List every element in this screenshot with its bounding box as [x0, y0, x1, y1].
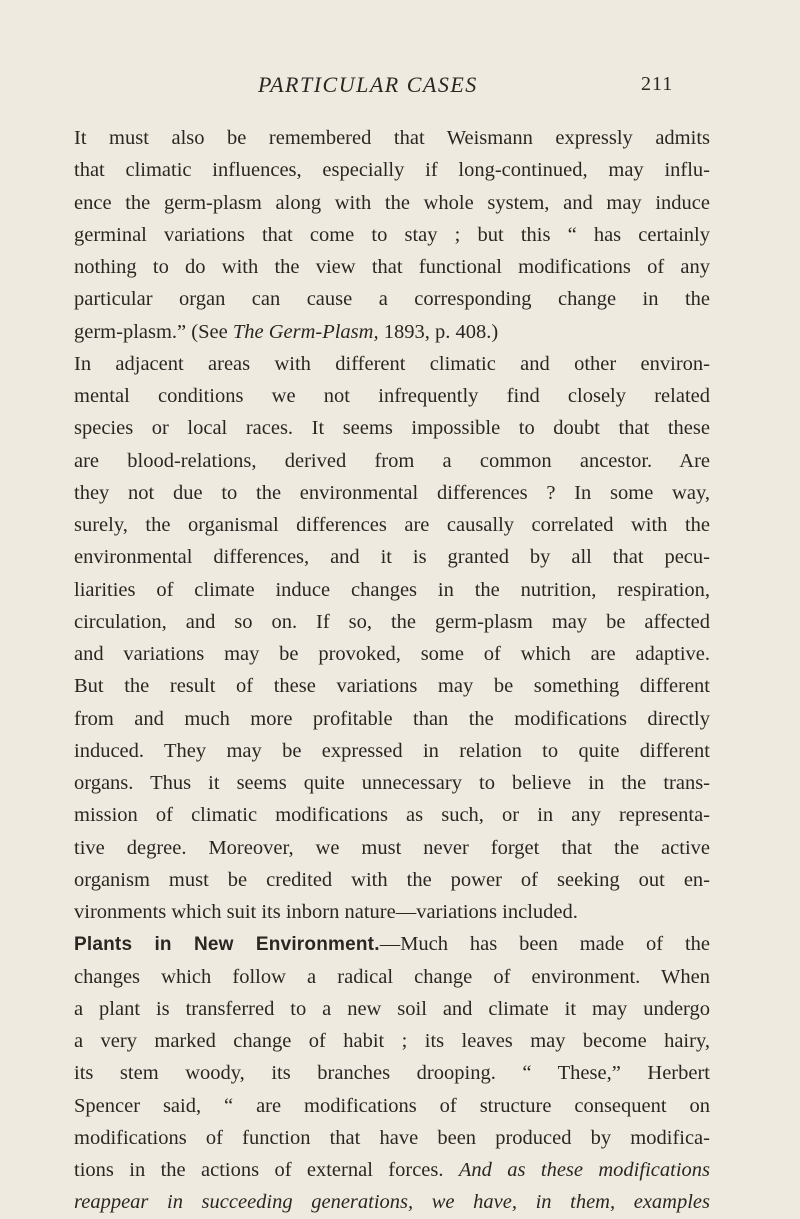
text-line: mental conditions we not infrequently find closely related [74, 385, 710, 407]
body-text [74, 122, 710, 1219]
page-header [0, 70, 800, 106]
text-line: induced. They may be expressed in relation to quite different [74, 739, 710, 762]
page-number: 211 [641, 73, 674, 95]
paragraph-start-line: In adjacent areas with different climatic and other environ- [74, 352, 710, 375]
text-line: from and much more profitable than the modifications directly [74, 707, 710, 730]
text-line: vironments which suit its inborn nature—variations included. [74, 901, 578, 923]
text-line: environmental differences, and it is granted by all that pecu- [74, 546, 710, 569]
text-line: its stem woody, its branches drooping. “ These,” Herbert [74, 1062, 710, 1085]
text-line: tive degree. Moreover, we must never forget that the active [74, 836, 710, 859]
text-line: nothing to do with the view that functional modifications of any [74, 256, 710, 278]
text-line [74, 316, 710, 348]
text-line: and variations may be provoked, some of which are adaptive. [74, 643, 710, 665]
section-heading: Plants in New Environment. [74, 934, 380, 956]
text-line: mission of climatic modifications as such, or in any representa- [74, 804, 710, 827]
text-line: liarities of climate induce changes in the nutrition, respiration, [74, 578, 710, 601]
text-line: a plant is transferred to a new soil and climate it may undergo [74, 997, 710, 1020]
text-run: 1893, p. 408.) [378, 320, 499, 343]
text-line: It must also be remembered that Weismann expressly admits [74, 127, 710, 149]
text-line: that climatic influences, especially if long-continued, may influ- [74, 159, 710, 182]
book-title-citation: The Germ-Plasm, [232, 320, 379, 343]
text-line: surely, the organismal differences are causally correlated with the [74, 514, 710, 536]
italic-quote: And as these modifications [458, 1159, 710, 1181]
text-line [74, 1154, 710, 1186]
text-run: germ-plasm.” (See [74, 320, 233, 343]
text-line: ence the germ-plasm along with the whole system, and may induce [74, 191, 710, 214]
text-line: are blood-relations, derived from a common ancestor. Are [74, 449, 710, 472]
text-line: they not due to the environmental differences ? In some way, [74, 481, 710, 504]
section-heading-line [74, 928, 710, 960]
text-line: a very marked change of habit ; its leaves may become hairy, [74, 1030, 710, 1052]
text-line: organism must be credited with the power of seeking out en- [74, 868, 710, 891]
text-line: germinal variations that come to stay ; but this “ has certainly [74, 223, 710, 246]
text-line [74, 1186, 710, 1218]
italic-quote: reappear in succeeding generations, we have, in them, examples [74, 1191, 710, 1214]
text-line: modifications of function that have been produced by modifica- [74, 1126, 710, 1149]
text-line: particular organ can cause a corresponding change in the [74, 288, 710, 311]
text-run: tions in the actions of external forces. [74, 1159, 459, 1181]
text-line: circulation, and so on. If so, the germ-plasm may be affected [74, 610, 710, 633]
text-line: species or local races. It seems impossible to doubt that these [74, 417, 710, 440]
text-line: Spencer said, “ are modifications of structure consequent on [74, 1094, 710, 1117]
text-line: But the result of these variations may be something different [74, 675, 710, 698]
text-line: organs. Thus it seems quite unnecessary to believe in the trans- [74, 772, 710, 794]
text-run: —Much has been made of the [379, 933, 710, 956]
text-line: changes which follow a radical change of environment. When [74, 965, 710, 988]
running-title: PARTICULAR CASES [258, 72, 478, 97]
